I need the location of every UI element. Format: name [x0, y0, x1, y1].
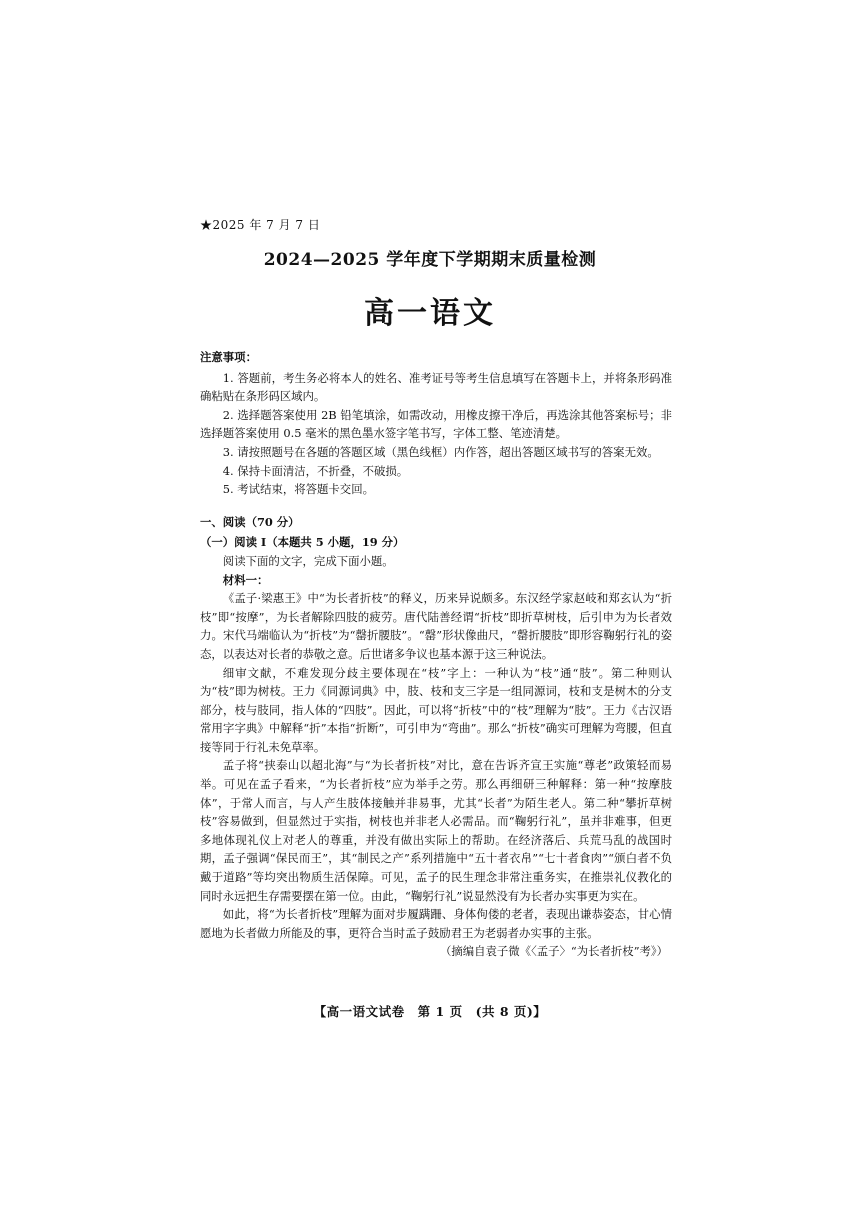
passage-paragraph-4: 如此，将“为长者折枝”理解为面对步履蹒跚、身体佝偻的老者，表现出谦恭姿态，甘心情愿地为长者做力所能及的事，更符合当时孟子鼓励君王为老弱者办实事的主张。 [200, 907, 672, 940]
notice-item-5: 5. 考试结束，将答题卡交回。 [222, 482, 374, 497]
section-heading: 一、阅读（70 分） [200, 514, 300, 529]
notice-title: 注意事项： [200, 350, 257, 364]
exam-title: 2024—2025 学年度下学期期末质量检测 [263, 250, 597, 270]
subject-title: 高一语文 [364, 296, 496, 331]
notice-item-3: 3. 请按照题号在各题的答题区域（黑色线框）内作答，超出答题区域书写的答案无效。 [222, 444, 659, 459]
section-subheading: （一）阅读 I（本题共 5 小题，19 分） [200, 535, 405, 550]
passage-paragraph-1: 《孟子·梁惠王》中“为长者折枝”的释义，历来异说颇多。东汉经学家赵岐和郑玄认为“折枝”即“按摩”，为长者解除四肢的疲劳。唐代陆善经谓“折枝”即折草树枝，后引申为为长者效力。宋代马端临认为“折枝”为“罄折腰肢”。“罄”形状像曲尺，“罄折腰肢”即形容鞠躬行礼的姿态，以表达对长者的恭敬之意。后世诸多争议也基本源于这三种说法。 [200, 591, 672, 661]
passage-paragraph-2: 细审文献，不难发现分歧主要体现在“枝”字上：一种认为“枝”通“肢”。第二种则认为“枝”即为树枝。王力《同源词典》中，肢、枝和支三字是一组同源词，枝和支是树木的分支部分，枝与肢同，指人体的“四肢”。因此，可以将“折枝”中的“枝”理解为“肢”。王力《古汉语常用字字典》中解释“折”本指“折断”，可引申为“弯曲”。那么“折枝”确实可理解为弯腰，但直接等同于行礼未免草率。 [200, 665, 672, 754]
exam-date: ★2025 年 7 月 7 日 [200, 218, 321, 232]
exam-content [200, 348, 672, 961]
passage-source: （摘编自袁子微《〈孟子〉“为长者折枝”考》） [439, 944, 668, 959]
page-footer: 【高一语文试卷 第 1 页 (共 8 页)】 [313, 1004, 547, 1019]
material-label: 材料一： [222, 572, 269, 587]
reading-instruction: 阅读下面的文字，完成下面小题。 [222, 553, 394, 568]
notice-list [200, 369, 672, 499]
notice-item-1: 1. 答题前，考生务必将本人的姓名、准考证号等考生信息填写在答题卡上，并将条形码准确粘贴在条形码区域内。 [200, 370, 672, 404]
notice-item-2: 2. 选择题答案使用 2B 铅笔填涂，如需改动，用橡皮擦干净后，再选涂其他答案标号；非选择题答案使用 0.5 毫米的黑色墨水签字笔书写，字体工整、笔迹清楚。 [200, 407, 672, 441]
passage-paragraph-3: 孟子将“挟泰山以超北海”与“为长者折枝”对比，意在告诉齐宣王实施“尊老”政策轻而易举。可见在孟子看来，“为长者折枝”应为举手之劳。那么再细研三种解释：第一种“按摩肢体”，于常人而言，与人产生肢体接触并非易事，尤其“长者”为陌生老人。第二种“攀折草树枝”容易做到，但显然过于实指，树枝也并非老人必需品。而“鞠躬行礼”，虽并非难事，但更多地体现礼仪上对老人的尊重，并没有做出实际上的帮助。在经济落后、兵荒马乱的战国时期，孟子强调“保民而王”，其“制民之产”系列措施中“五十者衣帛”“七十者食肉”“颁白者不负戴于道路”等均突出物质生活保障。可见，孟子的民生理念非常注重务实，在推崇礼仪教化的同时永远把生存需要摆在第一位。由此，“鞠躬行礼”说显然没有为长者办实事更为实在。 [200, 758, 672, 903]
notice-item-4: 4. 保持卡面清洁，不折叠，不破损。 [222, 463, 409, 478]
